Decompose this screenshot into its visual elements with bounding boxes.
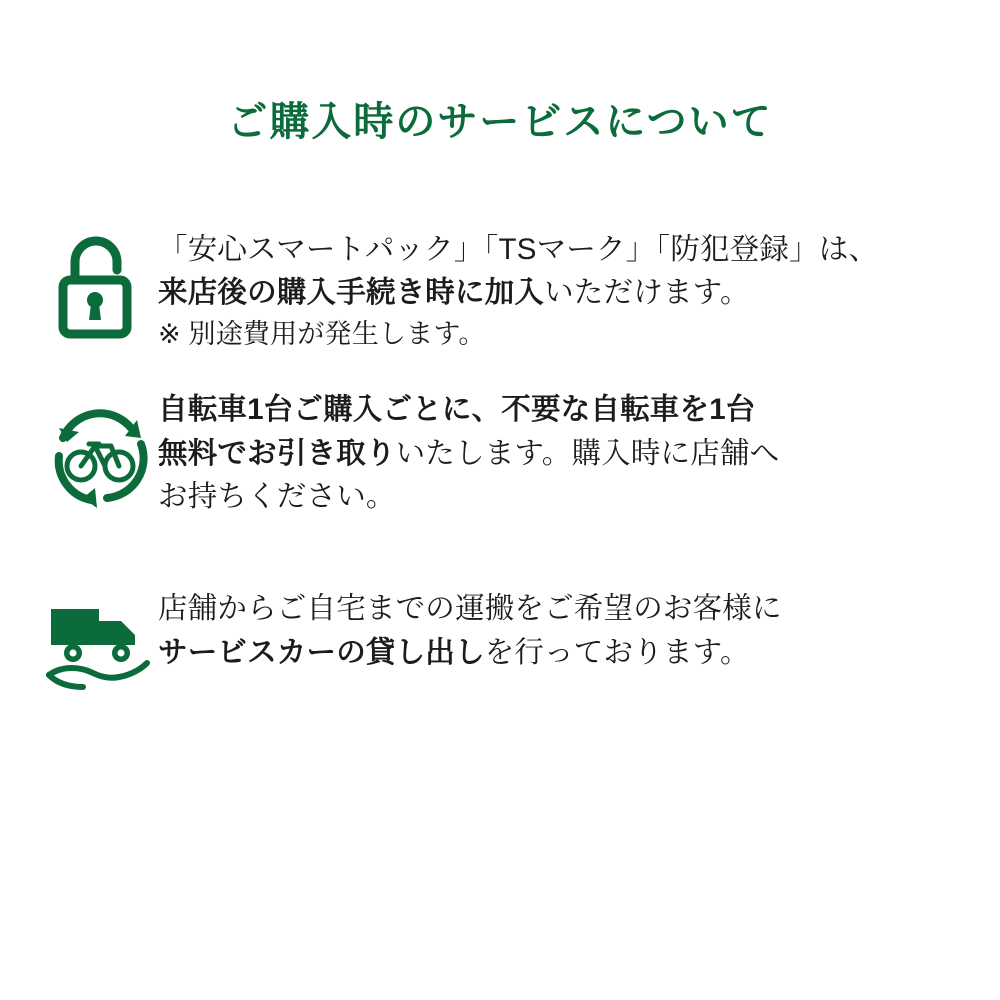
text-cell — [158, 388, 948, 518]
unlocked-padlock-icon — [53, 234, 145, 347]
icon-cell — [40, 228, 158, 347]
line — [158, 432, 948, 475]
delivery-truck-on-hand-icon — [43, 597, 155, 702]
icon-cell — [40, 587, 158, 702]
line — [158, 388, 948, 431]
bicycle-recycle-icon — [45, 394, 153, 521]
text-segment: お持ちください。 — [158, 480, 396, 514]
text-segment: 「安心スマートパック」「TSマーク」「防犯登録」は、 — [158, 233, 879, 266]
line — [158, 475, 948, 518]
text-segment: いただけます。 — [544, 276, 750, 310]
footnote — [158, 315, 948, 355]
text-segment: 店舗からご自宅までの運搬をご希望のお客様に — [158, 592, 782, 626]
line — [158, 587, 948, 630]
list-item-smartpack — [40, 228, 948, 354]
text-segment-bold: 自転車1台ご購入ごとに、不要な自転車を1台 — [158, 393, 756, 427]
text-segment: を行っております。 — [484, 635, 750, 669]
text-cell — [158, 228, 948, 354]
text-segment: ※ 別途費用が発生します。 — [158, 318, 486, 349]
list-item-servicecar — [40, 587, 948, 702]
line — [158, 228, 948, 271]
text-segment-bold: 来店後の購入手続き時に加入 — [158, 276, 545, 310]
text-segment: いたします。購入時に店舗へ — [395, 436, 780, 470]
page-title: ご購入時のサービスについて — [227, 100, 773, 144]
icon-cell — [40, 388, 158, 521]
text-segment-bold: サービスカーの貸し出し — [158, 635, 485, 669]
service-list — [0, 228, 1000, 702]
line — [158, 631, 948, 674]
list-item-tradein — [40, 388, 948, 521]
line — [158, 271, 948, 314]
text-cell — [158, 587, 948, 674]
text-segment-bold: 無料でお引き取り — [158, 436, 396, 470]
